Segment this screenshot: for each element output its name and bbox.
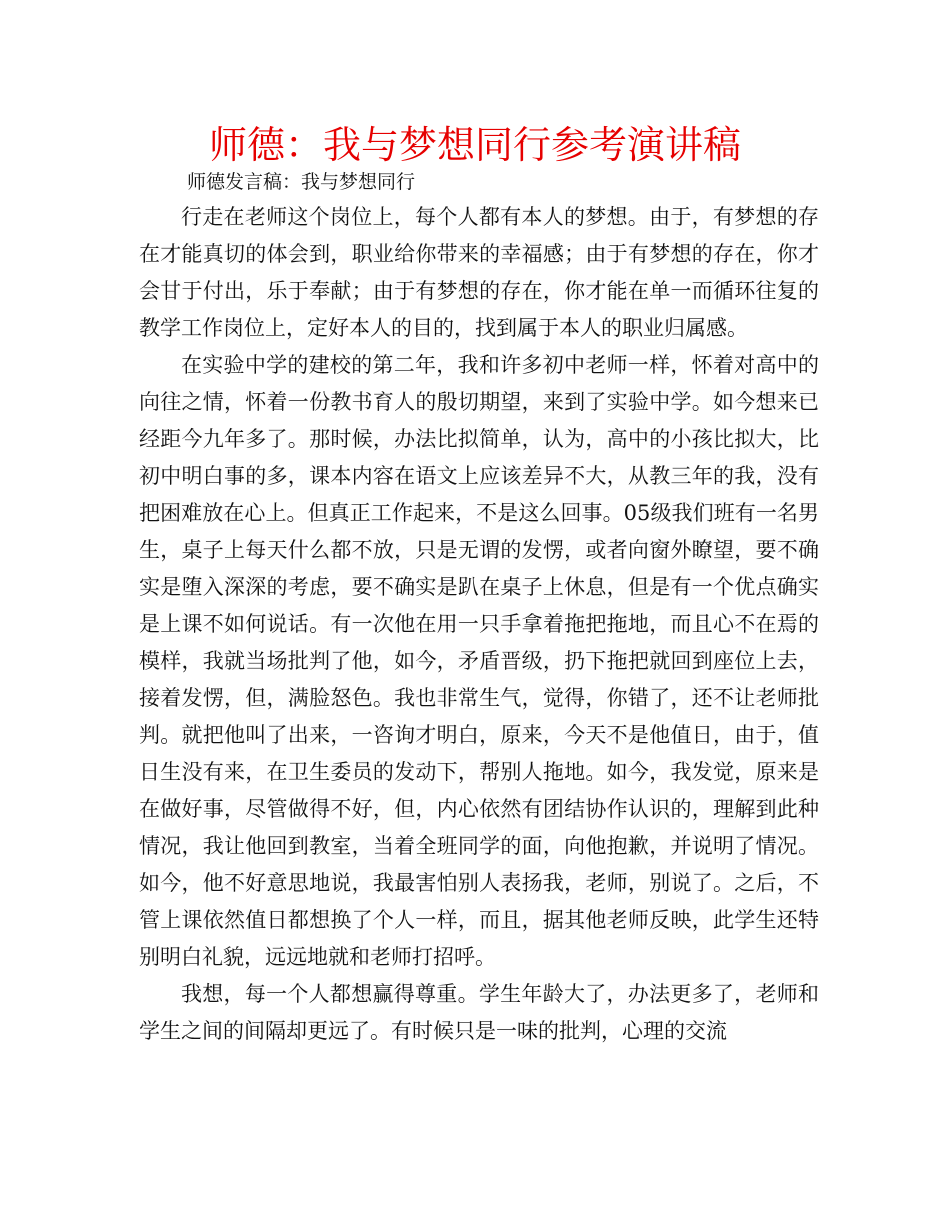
document-title: 师德：我与梦想同行参考演讲稿 <box>208 123 741 167</box>
paragraph: 行走在老师这个岗位上，每个人都有本人的梦想。由于，有梦想的存在才能真切的体会到，职业给你带来的幸福感；由于有梦想的存在，你才会甘于付出，乐于奉献；由于有梦想的存在，你才能在单一而循环往复的教学工作岗位上，定好本人的目的，找到属于本人的职业归属感。 <box>139 205 819 340</box>
document-subtitle: 师德发言稿：我与梦想同行 <box>187 171 416 193</box>
document-body <box>139 199 819 1050</box>
paragraph: 我想，每一个人都想赢得尊重。学生年龄大了，办法更多了，老师和学生之间的间隔却更远了。有时候只是一味的批判，心理的交流 <box>139 982 819 1043</box>
paragraph: 在实验中学的建校的第二年，我和许多初中老师一样，怀着对高中的向往之情，怀着一份教书育人的殷切期望，来到了实验中学。如今想来已经距今九年多了。那时候，办法比拟简单，认为，高中的小孩比拟大，比初中明白事的多，课本内容在语文上应该差异不大，从教三年的我，没有把困难放在心上。但真正工作起来，不是这么回事。05级我们班有一名男生，桌子上每天什么都不放，只是无谓的发愣，或者向窗外瞭望，要不确实是堕入深深的考虑，要不确实是趴在桌子上休息，但是有一个优点确实是上课不如何说话。有一次他在用一只手拿着拖把拖地，而且心不在焉的模样，我就当场批判了他，如今，矛盾晋级，扔下拖把就回到座位上去，接着发愣，但，满脸怒色。我也非常生气，觉得，你错了，还不让老师批判。就把他叫了出来，一咨询才明白，原来，今天不是他值日，由于，值日生没有来，在卫生委员的发动下，帮别人拖地。如今，我发觉，原来是在做好事，尽管做得不好，但，内心依然有团结协作认识的，理解到此种情况，我让他回到教室，当着全班同学的面，向他抱歉，并说明了情况。如今，他不好意思地说，我最害怕别人表扬我，老师，别说了。之后，不管上课依然值日都想换了个人一样，而且，据其他老师反映，此学生还特别明白礼貌，远远地就和老师打招呼。 <box>139 353 819 969</box>
